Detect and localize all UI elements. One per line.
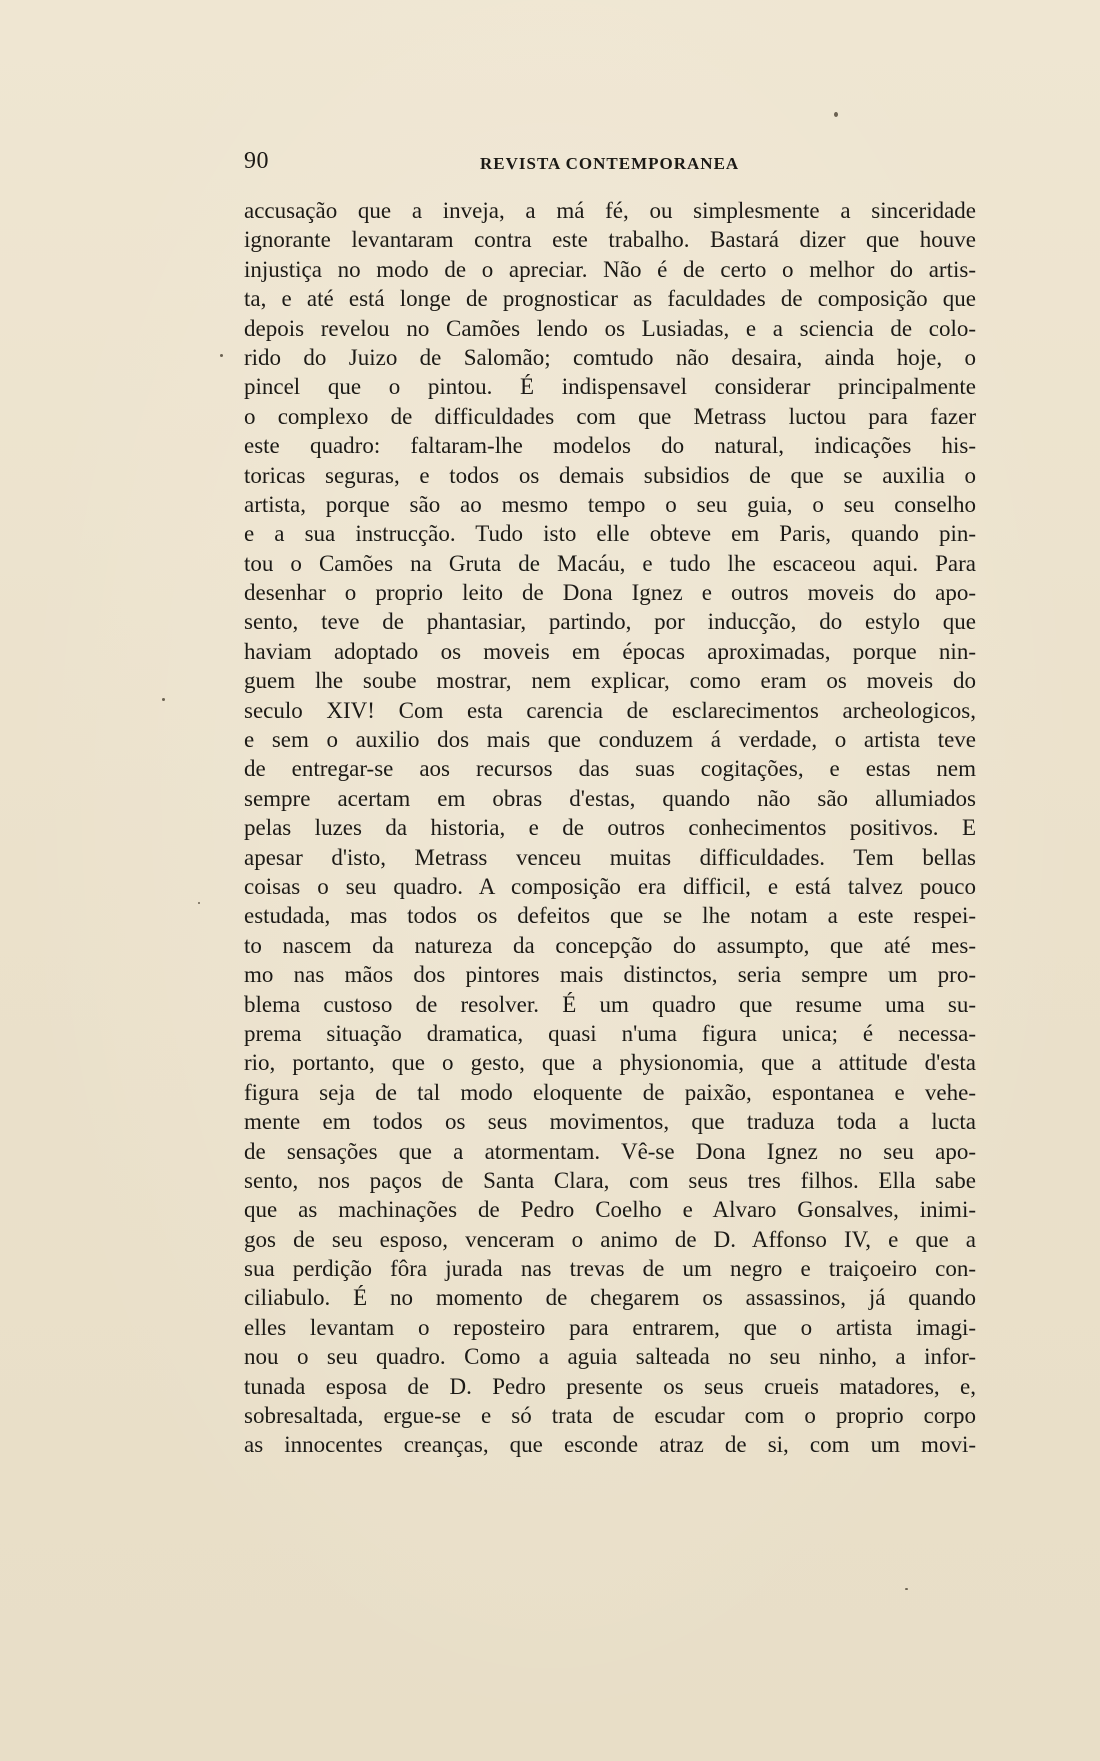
text-line: nou o seu quadro. Como a aguia salteada no seu ninho, a infor-: [244, 1344, 976, 1370]
text-line: figura seja de tal modo eloquente de paixão, espontanea e vehe-: [244, 1079, 976, 1105]
text-line: sua perdição fôra jurada nas trevas de um negro e traiçoeiro con-: [244, 1256, 976, 1282]
text-line: tunada esposa de D. Pedro presente os seus crueis matadores, e,: [244, 1373, 976, 1399]
text-line: que as machinações de Pedro Coelho e Alvaro Gonsalves, inimi-: [244, 1197, 976, 1223]
page-number: 90: [244, 148, 269, 174]
text-line: de entregar-se aos recursos das suas cogitações, e estas nem: [244, 756, 976, 782]
text-line: injustiça no modo de o apreciar. Não é de certo o melhor do artis-: [244, 256, 976, 282]
text-line: sobresaltada, ergue-se e só trata de escudar com o proprio corpo: [244, 1403, 976, 1429]
text-line: depois revelou no Camões lendo os Lusiadas, e a sciencia de colo-: [244, 315, 976, 341]
text-line: toricas seguras, e todos os demais subsidios de que se auxilia o: [244, 462, 976, 488]
text-line: apesar d'isto, Metrass venceu muitas difficuldades. Tem bellas: [244, 844, 976, 870]
text-line: artista, porque são ao mesmo tempo o seu guia, o seu conselho: [244, 491, 976, 517]
text-line: o complexo de difficuldades com que Metrass luctou para fazer: [244, 403, 976, 429]
running-head: REVISTA CONTEMPORANEA: [480, 154, 740, 173]
text-line: blema custoso de resolver. É um quadro que resume uma su-: [244, 991, 976, 1017]
text-line: prema situação dramatica, quasi n'uma figura unica; é necessa-: [244, 1020, 976, 1046]
text-line: haviam adoptado os moveis em épocas aproximadas, porque nin-: [244, 638, 976, 664]
text-line: elles levantam o reposteiro para entrarem, que o artista imagi-: [244, 1314, 976, 1340]
text-line: ignorante levantaram contra este trabalho. Bastará dizer que houve: [244, 227, 976, 253]
text-line: seculo XIV! Com esta carencia de esclarecimentos archeologicos,: [244, 697, 976, 723]
text-line: accusação que a inveja, a má fé, ou simplesmente a sinceridade: [244, 198, 976, 223]
text-line: pelas luzes da historia, e de outros conhecimentos positivos. E: [244, 815, 976, 841]
text-line: rio, portanto, que o gesto, que a physionomia, que a attitude d'esta: [244, 1050, 976, 1076]
text-line: ta, e até está longe de prognosticar as faculdades de composição que: [244, 286, 976, 312]
text-line: sento, nos paços de Santa Clara, com seus tres filhos. Ella sabe: [244, 1167, 976, 1193]
text-line: guem lhe soube mostrar, nem explicar, como eram os moveis do: [244, 668, 976, 694]
text-line: ciliabulo. É no momento de chegarem os assassinos, já quando: [244, 1285, 976, 1311]
text-line: e a sua instrucção. Tudo isto elle obteve em Paris, quando pin-: [244, 521, 976, 547]
text-line: sempre acertam em obras d'estas, quando não são allumiados: [244, 785, 976, 811]
text-line: gos de seu esposo, venceram o animo de D. Affonso IV, e que a: [244, 1226, 976, 1252]
text-line: estudada, mas todos os defeitos que se lhe notam a este respei-: [244, 903, 976, 929]
text-line: mente em todos os seus movimentos, que traduza toda a lucta: [244, 1109, 976, 1135]
text-line: e sem o auxilio dos mais que conduzem á verdade, o artista teve: [244, 727, 976, 753]
text-line: rido do Juizo de Salomão; comtudo não desaira, ainda hoje, o: [244, 344, 976, 370]
page-header: [244, 148, 976, 178]
body-text: [244, 196, 976, 1460]
text-line: pincel que o pintou. É indispensavel considerar principalmente: [244, 374, 976, 400]
text-line: tou o Camões na Gruta de Macáu, e tudo lhe escaceou aqui. Para: [244, 550, 976, 576]
text-line: sento, teve de phantasiar, partindo, por inducção, do estylo que: [244, 609, 976, 635]
text-line: desenhar o proprio leito de Dona Ignez e outros moveis do apo-: [244, 580, 976, 606]
text-line: coisas o seu quadro. A composição era difficil, e está talvez pouco: [244, 873, 976, 899]
text-line: mo nas mãos dos pintores mais distinctos, seria sempre um pro-: [244, 962, 976, 988]
text-line: as innocentes creanças, que esconde atraz de si, com um movi-: [244, 1432, 976, 1458]
text-line: de sensações que a atormentam. Vê-se Dona Ignez no seu apo-: [244, 1138, 976, 1164]
text-line: este quadro: faltaram-lhe modelos do natural, indicações his-: [244, 433, 976, 459]
text-line: to nascem da natureza da concepção do assumpto, que até mes-: [244, 932, 976, 958]
